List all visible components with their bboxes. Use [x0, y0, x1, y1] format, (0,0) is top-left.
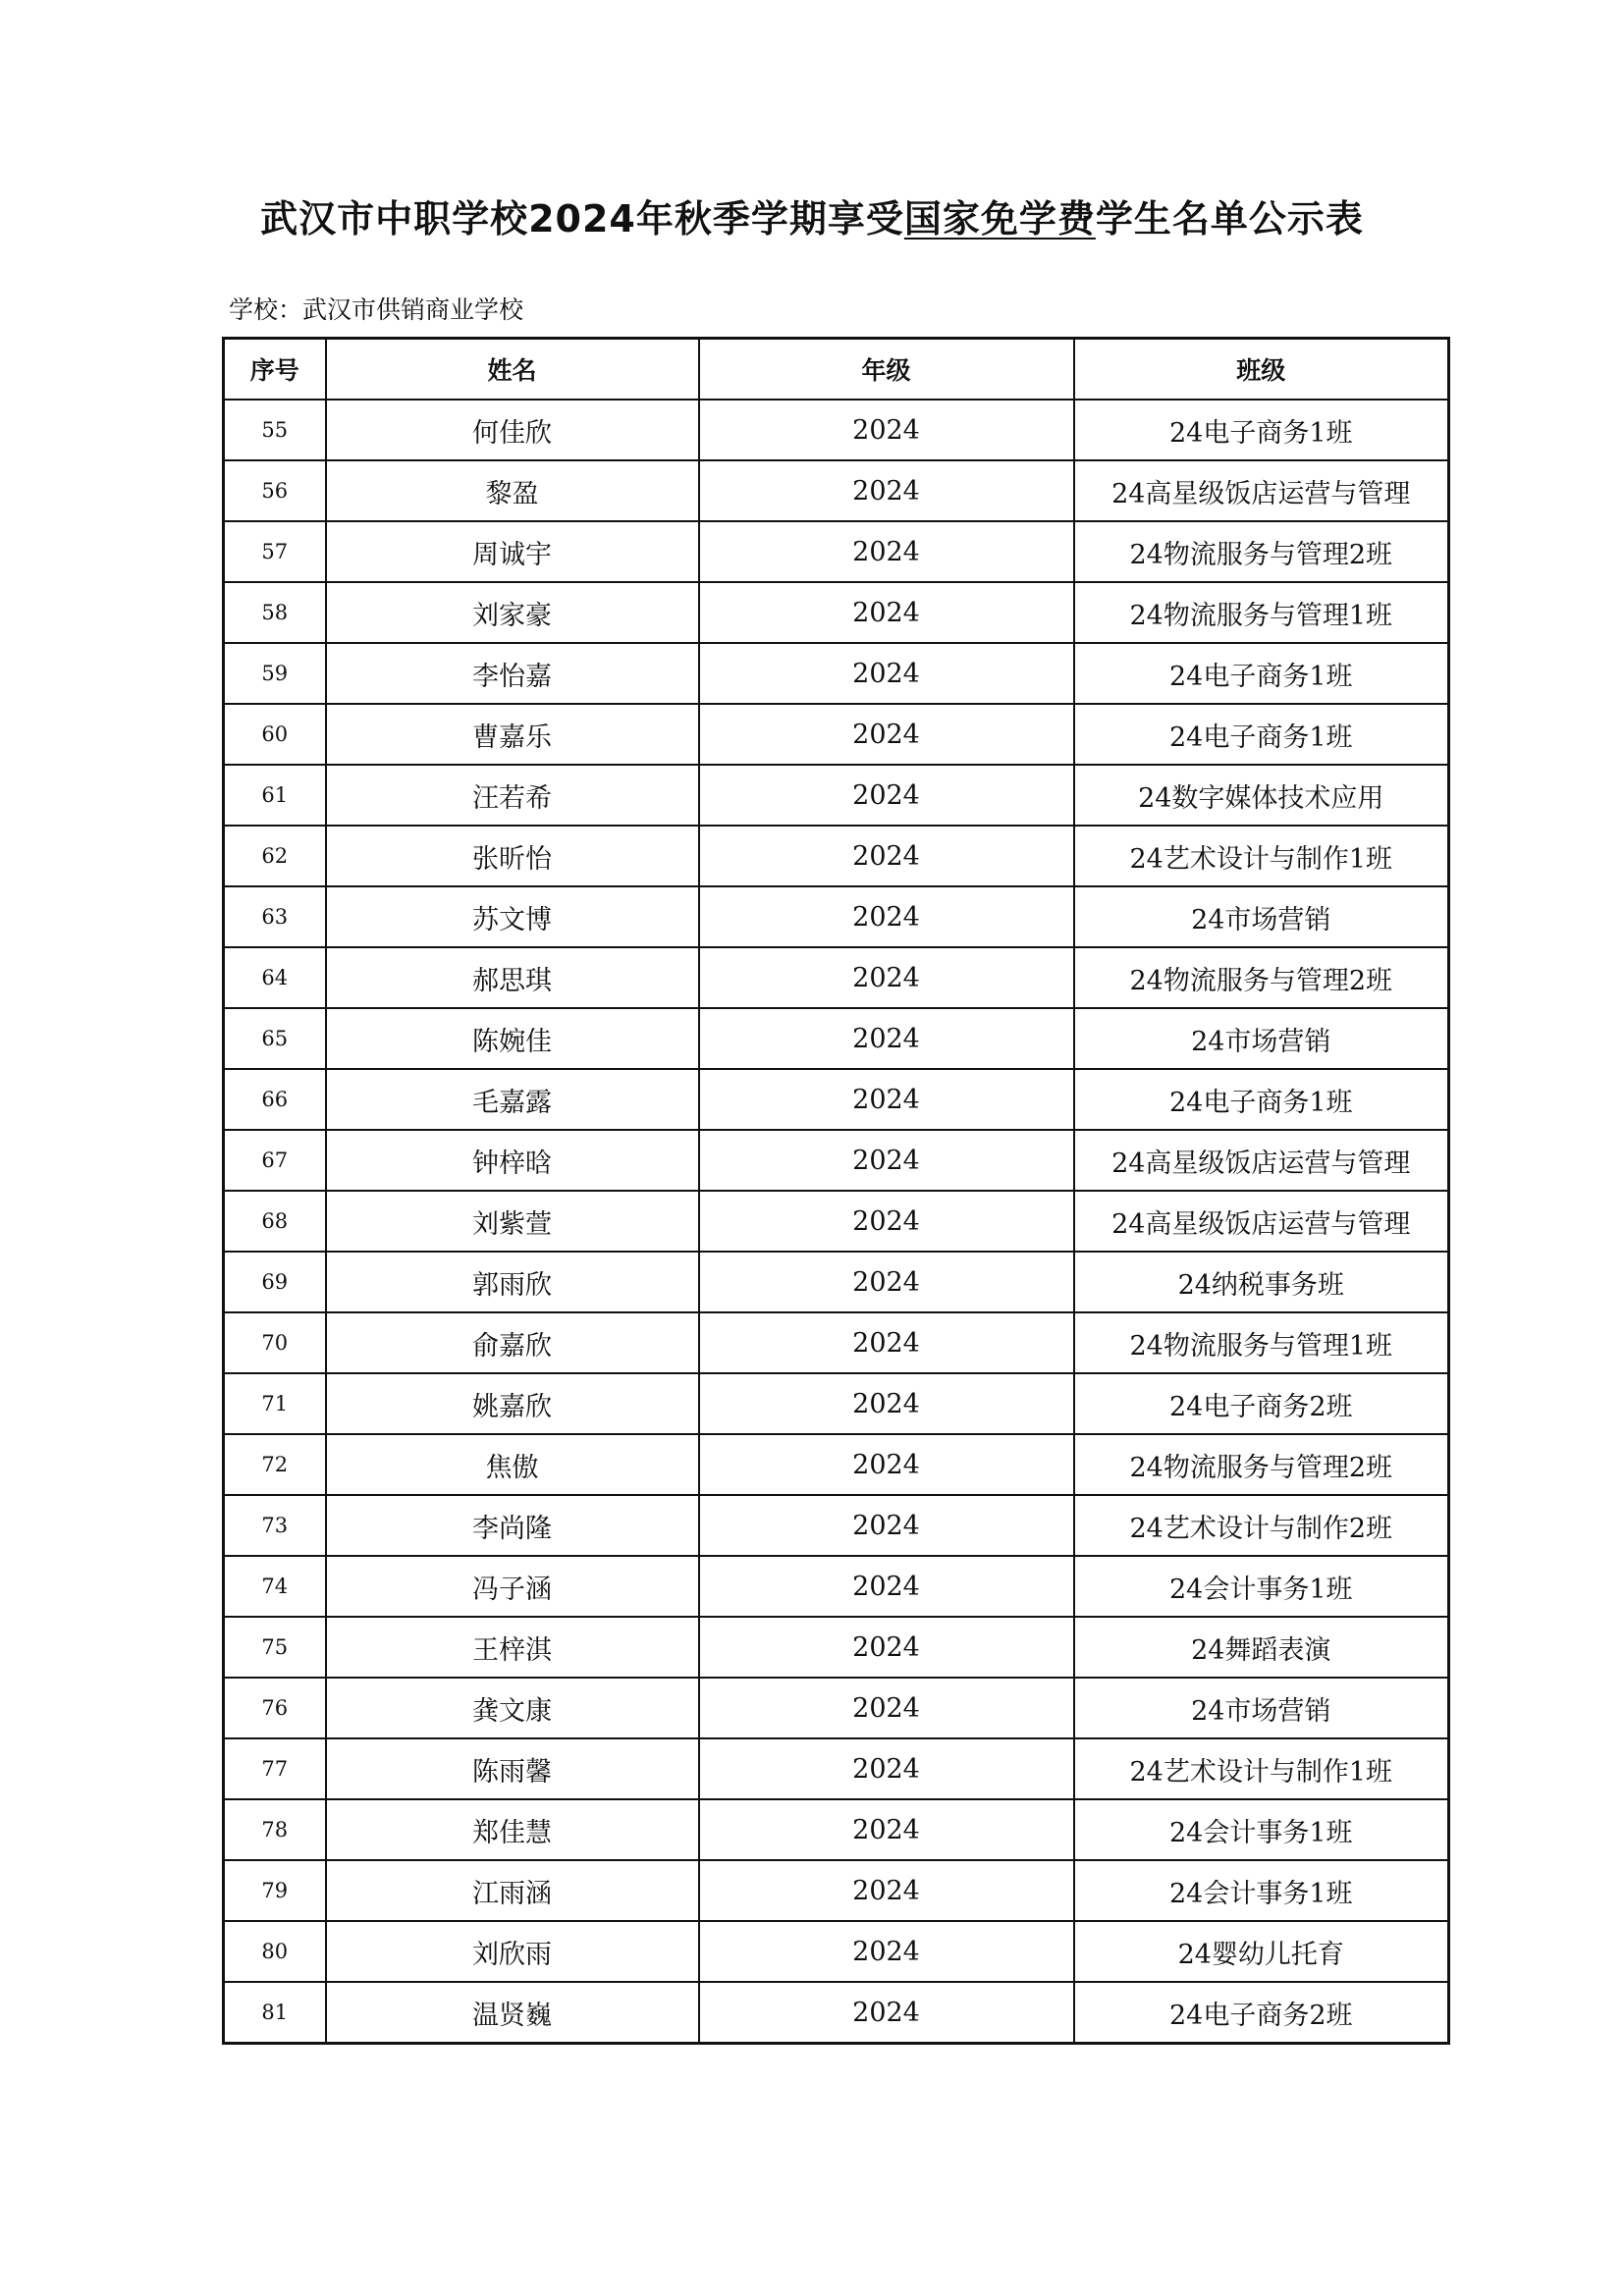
table-row — [224, 1921, 1449, 1982]
cell-student-name: 黎盈 — [326, 460, 699, 521]
table-row — [224, 1495, 1449, 1556]
table-row — [224, 521, 1449, 582]
cell-class: 24市场营销 — [1074, 1678, 1449, 1738]
cell-student-name: 张昕怡 — [326, 826, 699, 886]
table-row — [224, 1008, 1449, 1069]
cell-student-name: 焦傲 — [326, 1434, 699, 1495]
cell-grade: 2024 — [699, 460, 1074, 521]
cell-grade: 2024 — [699, 704, 1074, 765]
cell-serial-number: 66 — [224, 1069, 326, 1130]
cell-class: 24会计事务1班 — [1074, 1860, 1449, 1921]
cell-serial-number: 79 — [224, 1860, 326, 1921]
cell-student-name: 郑佳慧 — [326, 1799, 699, 1860]
title-suffix: 学生名单公示表 — [1095, 197, 1364, 240]
table-row — [224, 886, 1449, 947]
cell-student-name: 李尚隆 — [326, 1495, 699, 1556]
cell-class: 24会计事务1班 — [1074, 1799, 1449, 1860]
cell-grade: 2024 — [699, 1312, 1074, 1373]
cell-serial-number: 71 — [224, 1373, 326, 1434]
table-row — [224, 1252, 1449, 1312]
cell-serial-number: 75 — [224, 1617, 326, 1678]
cell-student-name: 王梓淇 — [326, 1617, 699, 1678]
cell-class: 24物流服务与管理2班 — [1074, 521, 1449, 582]
table-body — [224, 400, 1449, 2044]
cell-grade: 2024 — [699, 1678, 1074, 1738]
table-row — [224, 826, 1449, 886]
cell-grade: 2024 — [699, 1252, 1074, 1312]
cell-grade: 2024 — [699, 765, 1074, 826]
table-row — [224, 1130, 1449, 1191]
cell-serial-number: 56 — [224, 460, 326, 521]
cell-class: 24艺术设计与制作1班 — [1074, 826, 1449, 886]
cell-student-name: 龚文康 — [326, 1678, 699, 1738]
cell-class: 24物流服务与管理2班 — [1074, 947, 1449, 1008]
cell-student-name: 苏文博 — [326, 886, 699, 947]
cell-grade: 2024 — [699, 1738, 1074, 1799]
cell-serial-number: 81 — [224, 1982, 326, 2044]
cell-serial-number: 61 — [224, 765, 326, 826]
cell-serial-number: 60 — [224, 704, 326, 765]
cell-student-name: 刘欣雨 — [326, 1921, 699, 1982]
table-row — [224, 460, 1449, 521]
table-row — [224, 1738, 1449, 1799]
cell-grade: 2024 — [699, 886, 1074, 947]
cell-student-name: 曹嘉乐 — [326, 704, 699, 765]
cell-serial-number: 72 — [224, 1434, 326, 1495]
cell-serial-number: 77 — [224, 1738, 326, 1799]
cell-serial-number: 74 — [224, 1556, 326, 1617]
cell-class: 24艺术设计与制作1班 — [1074, 1738, 1449, 1799]
cell-grade: 2024 — [699, 947, 1074, 1008]
cell-serial-number: 70 — [224, 1312, 326, 1373]
table-row — [224, 1556, 1449, 1617]
cell-grade: 2024 — [699, 1860, 1074, 1921]
table-row — [224, 1373, 1449, 1434]
table-header-row — [224, 339, 1449, 400]
cell-serial-number: 55 — [224, 400, 326, 460]
page-title — [0, 188, 1624, 242]
cell-serial-number: 57 — [224, 521, 326, 582]
table-row — [224, 1434, 1449, 1495]
cell-class: 24电子商务1班 — [1074, 643, 1449, 704]
cell-class: 24高星级饭店运营与管理 — [1074, 460, 1449, 521]
cell-student-name: 钟梓晗 — [326, 1130, 699, 1191]
cell-serial-number: 63 — [224, 886, 326, 947]
cell-grade: 2024 — [699, 1434, 1074, 1495]
cell-student-name: 温贤巍 — [326, 1982, 699, 2044]
cell-class: 24物流服务与管理2班 — [1074, 1434, 1449, 1495]
table-row — [224, 1617, 1449, 1678]
cell-student-name: 刘家豪 — [326, 582, 699, 643]
cell-serial-number: 67 — [224, 1130, 326, 1191]
cell-student-name: 陈雨馨 — [326, 1738, 699, 1799]
cell-serial-number: 65 — [224, 1008, 326, 1069]
cell-serial-number: 58 — [224, 582, 326, 643]
cell-class: 24数字媒体技术应用 — [1074, 765, 1449, 826]
table-row — [224, 1191, 1449, 1252]
cell-grade: 2024 — [699, 826, 1074, 886]
cell-grade: 2024 — [699, 1130, 1074, 1191]
cell-serial-number: 76 — [224, 1678, 326, 1738]
cell-class: 24纳税事务班 — [1074, 1252, 1449, 1312]
table-row — [224, 947, 1449, 1008]
cell-class: 24婴幼儿托育 — [1074, 1921, 1449, 1982]
school-name-line: 学校：武汉市供销商业学校 — [229, 295, 524, 324]
table-row — [224, 1312, 1449, 1373]
cell-serial-number: 73 — [224, 1495, 326, 1556]
cell-grade: 2024 — [699, 400, 1074, 460]
cell-grade: 2024 — [699, 1799, 1074, 1860]
table-row — [224, 1860, 1449, 1921]
header-serial-number: 序号 — [224, 339, 326, 400]
cell-student-name: 李怡嘉 — [326, 643, 699, 704]
header-name: 姓名 — [326, 339, 699, 400]
cell-grade: 2024 — [699, 1921, 1074, 1982]
table-row — [224, 765, 1449, 826]
cell-serial-number: 59 — [224, 643, 326, 704]
cell-serial-number: 78 — [224, 1799, 326, 1860]
cell-serial-number: 68 — [224, 1191, 326, 1252]
cell-grade: 2024 — [699, 521, 1074, 582]
cell-student-name: 冯子涵 — [326, 1556, 699, 1617]
cell-grade: 2024 — [699, 1556, 1074, 1617]
cell-class: 24艺术设计与制作2班 — [1074, 1495, 1449, 1556]
cell-serial-number: 62 — [224, 826, 326, 886]
cell-class: 24会计事务1班 — [1074, 1556, 1449, 1617]
header-class: 班级 — [1074, 339, 1449, 400]
table-row — [224, 1069, 1449, 1130]
cell-student-name: 江雨涵 — [326, 1860, 699, 1921]
table-row — [224, 1678, 1449, 1738]
title-prefix: 武汉市中职学校2024年秋季学期享受 — [260, 197, 904, 240]
cell-class: 24物流服务与管理1班 — [1074, 582, 1449, 643]
cell-student-name: 郝思琪 — [326, 947, 699, 1008]
cell-grade: 2024 — [699, 582, 1074, 643]
cell-class: 24物流服务与管理1班 — [1074, 1312, 1449, 1373]
cell-serial-number: 80 — [224, 1921, 326, 1982]
cell-grade: 2024 — [699, 1982, 1074, 2044]
table-row — [224, 1799, 1449, 1860]
cell-grade: 2024 — [699, 643, 1074, 704]
cell-class: 24高星级饭店运营与管理 — [1074, 1130, 1449, 1191]
student-roster-table — [222, 337, 1450, 2045]
cell-student-name: 陈婉佳 — [326, 1008, 699, 1069]
cell-grade: 2024 — [699, 1008, 1074, 1069]
cell-class: 24电子商务2班 — [1074, 1373, 1449, 1434]
cell-class: 24高星级饭店运营与管理 — [1074, 1191, 1449, 1252]
cell-serial-number: 64 — [224, 947, 326, 1008]
cell-class: 24舞蹈表演 — [1074, 1617, 1449, 1678]
table-row — [224, 643, 1449, 704]
cell-class: 24电子商务2班 — [1074, 1982, 1449, 2044]
header-grade: 年级 — [699, 339, 1074, 400]
cell-grade: 2024 — [699, 1495, 1074, 1556]
cell-grade: 2024 — [699, 1617, 1074, 1678]
cell-class: 24电子商务1班 — [1074, 704, 1449, 765]
cell-grade: 2024 — [699, 1069, 1074, 1130]
cell-class: 24市场营销 — [1074, 1008, 1449, 1069]
cell-student-name: 周诚宇 — [326, 521, 699, 582]
cell-class: 24电子商务1班 — [1074, 1069, 1449, 1130]
cell-student-name: 毛嘉露 — [326, 1069, 699, 1130]
cell-student-name: 郭雨欣 — [326, 1252, 699, 1312]
table-row — [224, 582, 1449, 643]
table-row — [224, 400, 1449, 460]
cell-student-name: 何佳欣 — [326, 400, 699, 460]
cell-class: 24市场营销 — [1074, 886, 1449, 947]
cell-grade: 2024 — [699, 1191, 1074, 1252]
table-row — [224, 1982, 1449, 2044]
cell-grade: 2024 — [699, 1373, 1074, 1434]
cell-serial-number: 69 — [224, 1252, 326, 1312]
title-highlight: 国家免学费 — [903, 197, 1096, 240]
cell-student-name: 姚嘉欣 — [326, 1373, 699, 1434]
cell-student-name: 俞嘉欣 — [326, 1312, 699, 1373]
table-row — [224, 704, 1449, 765]
cell-class: 24电子商务1班 — [1074, 400, 1449, 460]
cell-student-name: 刘紫萱 — [326, 1191, 699, 1252]
cell-student-name: 汪若希 — [326, 765, 699, 826]
